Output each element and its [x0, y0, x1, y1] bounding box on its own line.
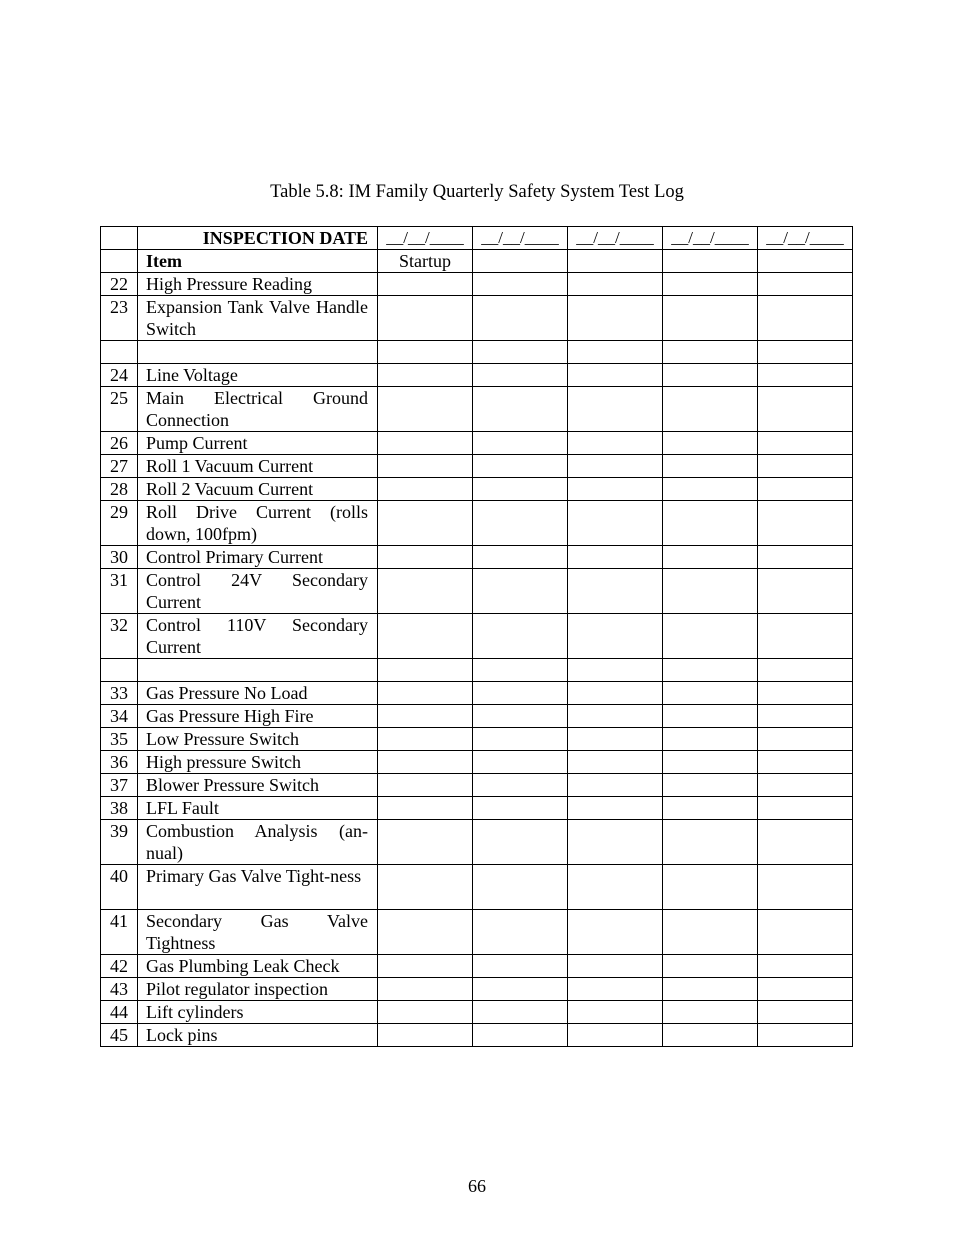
row-number: 38 — [101, 797, 138, 820]
entry-cell[interactable] — [663, 387, 758, 432]
entry-cell[interactable] — [758, 705, 853, 728]
row-number: 35 — [101, 728, 138, 751]
entry-cell[interactable] — [758, 273, 853, 296]
entry-cell[interactable] — [663, 546, 758, 569]
entry-cell[interactable] — [568, 978, 663, 1001]
entry-cell[interactable] — [568, 1001, 663, 1024]
entry-cell[interactable] — [378, 955, 473, 978]
entry-cell[interactable] — [758, 614, 853, 659]
entry-cell[interactable] — [473, 1024, 568, 1047]
row-item-label: Gas Pressure No Load — [138, 682, 378, 705]
entry-cell[interactable] — [758, 296, 853, 341]
row-number: 22 — [101, 273, 138, 296]
row-item-label: Control 110V Secondary Current — [138, 614, 378, 659]
table-row — [101, 614, 853, 659]
entry-cell[interactable] — [758, 364, 853, 387]
entry-cell[interactable] — [473, 273, 568, 296]
table-row — [101, 728, 853, 751]
entry-cell[interactable] — [758, 387, 853, 432]
entry-cell[interactable] — [473, 364, 568, 387]
row-item-label: High pressure Switch — [138, 751, 378, 774]
table-row — [101, 341, 853, 364]
entry-cell[interactable] — [568, 774, 663, 797]
table-row — [101, 1024, 853, 1047]
inspection-date-blank[interactable]: __/__/____ — [568, 227, 663, 250]
table-row — [101, 501, 853, 546]
entry-cell[interactable] — [758, 569, 853, 614]
inspection-date-blank[interactable]: __/__/____ — [378, 227, 473, 250]
row-number: 42 — [101, 955, 138, 978]
entry-cell[interactable] — [663, 797, 758, 820]
entry-cell[interactable] — [378, 751, 473, 774]
table-row — [101, 820, 853, 865]
entry-cell[interactable] — [378, 820, 473, 865]
entry-cell[interactable] — [378, 455, 473, 478]
entry-cell[interactable] — [473, 1001, 568, 1024]
subheader-row — [101, 250, 853, 273]
entry-cell[interactable] — [663, 705, 758, 728]
entry-cell[interactable] — [473, 455, 568, 478]
entry-cell[interactable] — [663, 659, 758, 682]
row-number: 31 — [101, 569, 138, 614]
table-row — [101, 478, 853, 501]
inspection-date-blank[interactable]: __/__/____ — [758, 227, 853, 250]
entry-cell[interactable] — [663, 682, 758, 705]
entry-cell[interactable] — [473, 774, 568, 797]
header-row — [101, 227, 853, 250]
row-item-label — [138, 341, 378, 364]
entry-cell[interactable] — [568, 250, 663, 273]
entry-cell[interactable] — [568, 865, 663, 910]
entry-cell[interactable] — [378, 1001, 473, 1024]
entry-cell[interactable] — [473, 955, 568, 978]
row-item-label: Low Pressure Switch — [138, 728, 378, 751]
entry-cell[interactable] — [663, 774, 758, 797]
entry-cell[interactable] — [758, 865, 853, 910]
entry-cell[interactable] — [568, 751, 663, 774]
entry-cell[interactable] — [568, 432, 663, 455]
entry-cell[interactable] — [568, 682, 663, 705]
entry-cell[interactable] — [378, 546, 473, 569]
row-number: 36 — [101, 751, 138, 774]
row-number: 39 — [101, 820, 138, 865]
entry-cell[interactable] — [758, 659, 853, 682]
table-row — [101, 569, 853, 614]
entry-cell[interactable] — [378, 705, 473, 728]
row-item-label: Line Voltage — [138, 364, 378, 387]
entry-cell[interactable] — [758, 432, 853, 455]
entry-cell[interactable] — [378, 364, 473, 387]
entry-cell[interactable] — [568, 820, 663, 865]
row-item-label: Control 24V Secondary Current — [138, 569, 378, 614]
row-number: 43 — [101, 978, 138, 1001]
row-number: 40 — [101, 865, 138, 910]
row-number: 45 — [101, 1024, 138, 1047]
entry-cell[interactable] — [758, 250, 853, 273]
entry-cell[interactable] — [758, 910, 853, 955]
entry-cell[interactable] — [378, 273, 473, 296]
entry-cell[interactable] — [473, 728, 568, 751]
entry-cell[interactable] — [663, 478, 758, 501]
entry-cell[interactable] — [473, 250, 568, 273]
entry-cell[interactable] — [663, 296, 758, 341]
entry-cell[interactable] — [473, 751, 568, 774]
entry-cell[interactable] — [663, 820, 758, 865]
subheader-num-cell — [101, 250, 138, 273]
header-corner-cell — [101, 227, 138, 250]
entry-cell[interactable] — [568, 455, 663, 478]
entry-cell[interactable] — [758, 341, 853, 364]
row-number: 27 — [101, 455, 138, 478]
entry-cell[interactable] — [473, 910, 568, 955]
table-row — [101, 910, 853, 955]
row-item-label: Roll 1 Vacuum Current — [138, 455, 378, 478]
entry-cell[interactable] — [473, 478, 568, 501]
entry-cell[interactable] — [378, 432, 473, 455]
entry-cell[interactable] — [568, 659, 663, 682]
table-row — [101, 273, 853, 296]
entry-cell[interactable] — [663, 250, 758, 273]
entry-cell[interactable] — [663, 1001, 758, 1024]
inspection-date-blank[interactable]: __/__/____ — [663, 227, 758, 250]
entry-cell[interactable] — [663, 978, 758, 1001]
entry-cell[interactable] — [473, 659, 568, 682]
row-item-label — [138, 659, 378, 682]
entry-cell[interactable] — [378, 501, 473, 546]
row-item-label: Main Electrical Ground Connection — [138, 387, 378, 432]
table-row — [101, 774, 853, 797]
inspection-date-label: INSPECTION DATE — [138, 227, 378, 250]
entry-cell[interactable] — [663, 728, 758, 751]
row-item-label: Primary Gas Valve Tight-ness — [138, 865, 378, 910]
entry-cell[interactable] — [473, 432, 568, 455]
entry-cell[interactable] — [473, 546, 568, 569]
entry-cell[interactable] — [378, 865, 473, 910]
row-number: 30 — [101, 546, 138, 569]
entry-cell[interactable] — [378, 341, 473, 364]
row-number: 29 — [101, 501, 138, 546]
entry-cell[interactable] — [568, 296, 663, 341]
entry-cell[interactable] — [663, 273, 758, 296]
entry-cell[interactable] — [758, 1024, 853, 1047]
entry-cell[interactable] — [473, 569, 568, 614]
table-row — [101, 865, 853, 910]
entry-cell[interactable] — [758, 546, 853, 569]
table-row — [101, 705, 853, 728]
entry-cell[interactable] — [758, 728, 853, 751]
row-item-label: Pilot regulator inspection — [138, 978, 378, 1001]
table-row — [101, 1001, 853, 1024]
entry-cell[interactable] — [473, 865, 568, 910]
row-item-label: Lift cylinders — [138, 1001, 378, 1024]
entry-cell[interactable] — [758, 797, 853, 820]
entry-cell[interactable] — [663, 955, 758, 978]
item-column-header: Item — [138, 250, 378, 273]
entry-cell[interactable] — [378, 296, 473, 341]
entry-cell[interactable] — [568, 1024, 663, 1047]
entry-cell[interactable] — [473, 387, 568, 432]
entry-cell[interactable] — [378, 614, 473, 659]
entry-cell[interactable] — [473, 296, 568, 341]
table-row — [101, 364, 853, 387]
entry-cell[interactable] — [378, 797, 473, 820]
entry-cell[interactable] — [758, 751, 853, 774]
table-row — [101, 296, 853, 341]
entry-cell[interactable] — [758, 1001, 853, 1024]
entry-cell[interactable] — [758, 978, 853, 1001]
row-item-label: Roll Drive Current (rolls down, 100fpm) — [138, 501, 378, 546]
entry-cell[interactable] — [663, 501, 758, 546]
entry-cell[interactable] — [568, 705, 663, 728]
startup-column-header: Startup — [378, 250, 473, 273]
row-number: 32 — [101, 614, 138, 659]
row-number: 37 — [101, 774, 138, 797]
entry-cell[interactable] — [473, 820, 568, 865]
row-item-label: Blower Pressure Switch — [138, 774, 378, 797]
entry-cell[interactable] — [663, 341, 758, 364]
entry-cell[interactable] — [568, 910, 663, 955]
entry-cell[interactable] — [378, 478, 473, 501]
row-number: 24 — [101, 364, 138, 387]
entry-cell[interactable] — [568, 478, 663, 501]
row-item-label: Roll 2 Vacuum Current — [138, 478, 378, 501]
entry-cell[interactable] — [568, 728, 663, 751]
row-number: 33 — [101, 682, 138, 705]
table-row — [101, 955, 853, 978]
safety-test-log-table — [100, 226, 853, 1047]
table-row — [101, 978, 853, 1001]
entry-cell[interactable] — [378, 682, 473, 705]
table-row — [101, 455, 853, 478]
row-item-label: Expansion Tank Valve Handle Switch — [138, 296, 378, 341]
row-item-label: Pump Current — [138, 432, 378, 455]
entry-cell[interactable] — [473, 705, 568, 728]
entry-cell[interactable] — [663, 455, 758, 478]
entry-cell[interactable] — [663, 865, 758, 910]
entry-cell[interactable] — [473, 797, 568, 820]
entry-cell[interactable] — [663, 1024, 758, 1047]
entry-cell[interactable] — [758, 774, 853, 797]
row-number: 34 — [101, 705, 138, 728]
table-row — [101, 682, 853, 705]
table-row — [101, 751, 853, 774]
entry-cell[interactable] — [568, 797, 663, 820]
entry-cell[interactable] — [378, 910, 473, 955]
entry-cell[interactable] — [663, 614, 758, 659]
row-number: 44 — [101, 1001, 138, 1024]
row-item-label: LFL Fault — [138, 797, 378, 820]
entry-cell[interactable] — [568, 364, 663, 387]
page-number: 66 — [468, 1176, 486, 1196]
entry-cell[interactable] — [378, 774, 473, 797]
entry-cell[interactable] — [473, 341, 568, 364]
row-number: 23 — [101, 296, 138, 341]
entry-cell[interactable] — [568, 546, 663, 569]
row-number — [101, 341, 138, 364]
entry-cell[interactable] — [568, 955, 663, 978]
entry-cell[interactable] — [378, 387, 473, 432]
entry-cell[interactable] — [758, 501, 853, 546]
entry-cell[interactable] — [473, 682, 568, 705]
row-number: 26 — [101, 432, 138, 455]
table-row — [101, 797, 853, 820]
entry-cell[interactable] — [663, 364, 758, 387]
table-caption: Table 5.8: IM Family Quarterly Safety System Test Log — [270, 182, 684, 202]
table-row — [101, 546, 853, 569]
entry-cell[interactable] — [758, 478, 853, 501]
row-item-label: Lock pins — [138, 1024, 378, 1047]
entry-cell[interactable] — [758, 955, 853, 978]
row-number: 25 — [101, 387, 138, 432]
entry-cell[interactable] — [473, 501, 568, 546]
entry-cell[interactable] — [378, 978, 473, 1001]
entry-cell[interactable] — [473, 978, 568, 1001]
row-number — [101, 659, 138, 682]
inspection-date-blank[interactable]: __/__/____ — [473, 227, 568, 250]
entry-cell[interactable] — [473, 614, 568, 659]
entry-cell[interactable] — [568, 569, 663, 614]
row-number: 28 — [101, 478, 138, 501]
entry-cell[interactable] — [568, 614, 663, 659]
entry-cell[interactable] — [758, 455, 853, 478]
entry-cell[interactable] — [568, 501, 663, 546]
entry-cell[interactable] — [378, 728, 473, 751]
entry-cell[interactable] — [378, 569, 473, 614]
entry-cell[interactable] — [663, 751, 758, 774]
entry-cell[interactable] — [568, 341, 663, 364]
entry-cell[interactable] — [758, 682, 853, 705]
entry-cell[interactable] — [663, 910, 758, 955]
entry-cell[interactable] — [758, 820, 853, 865]
entry-cell[interactable] — [378, 659, 473, 682]
row-number: 41 — [101, 910, 138, 955]
row-item-label: High Pressure Reading — [138, 273, 378, 296]
entry-cell[interactable] — [568, 387, 663, 432]
table-row — [101, 432, 853, 455]
entry-cell[interactable] — [568, 273, 663, 296]
row-item-label: Secondary Gas Valve Tightness — [138, 910, 378, 955]
row-item-label: Gas Plumbing Leak Check — [138, 955, 378, 978]
entry-cell[interactable] — [663, 432, 758, 455]
row-item-label: Combustion Analysis (an-nual) — [138, 820, 378, 865]
table-row — [101, 387, 853, 432]
entry-cell[interactable] — [663, 569, 758, 614]
table-row — [101, 659, 853, 682]
row-item-label: Control Primary Current — [138, 546, 378, 569]
entry-cell[interactable] — [378, 1024, 473, 1047]
row-item-label: Gas Pressure High Fire — [138, 705, 378, 728]
